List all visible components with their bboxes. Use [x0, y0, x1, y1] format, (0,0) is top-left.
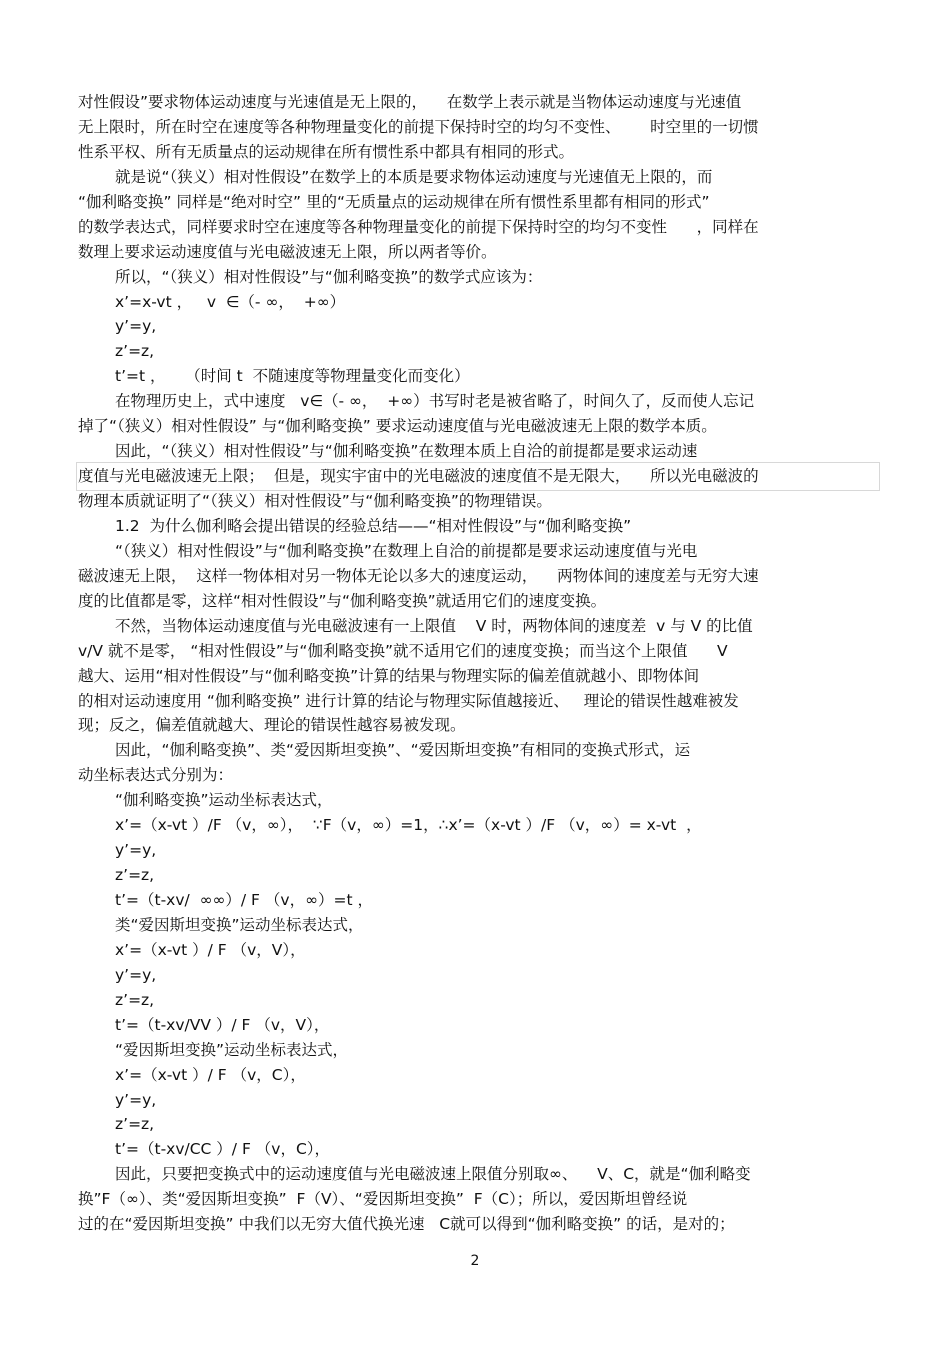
page-number: 2: [470, 1253, 480, 1269]
text-line: t’=（t-xv/CC ）/ F （v，C），: [115, 1140, 331, 1159]
text-line: 过的在“爱因斯坦变换” 中我们以无穷大值代换光速 C就可以得到“伽利略变换” 的话，是对的；: [78, 1215, 735, 1234]
text-line: 度值与光电磁波速无上限； 但是，现实宇宙中的光电磁波的速度值不是无限大， 所以光电磁波的: [78, 464, 878, 489]
text-line: 换”F（∞）、类“爱因斯坦变换” F（V）、“爱因斯坦变换” F（C）；所以，爱因斯坦曾经说: [78, 1190, 688, 1209]
text-line: t’=（t-xv/VV ）/ F （v，V），: [115, 1015, 330, 1034]
text-line: x’=（x-vt ）/ F （v，C），: [115, 1065, 306, 1084]
text-line: 就是说“（狭义）相对性假设”在数学上的本质是要求物体运动速度与光速值无上限的，而: [115, 167, 713, 186]
text-line: 类“爱因斯坦变换”运动坐标表达式，: [115, 915, 364, 934]
text-line: 在物理历史上，式中速度 v∈（- ∞， +∞）书写时老是被省略了，时间久了，反而使人忘记: [115, 392, 755, 411]
text-line: 因此，“伽利略变换”、类“爱因斯坦变换”、“爱因斯坦变换”有相同的变换式形式，运: [115, 741, 691, 760]
text-line: 性系平权、所有无质量点的运动规律在所有惯性系中都具有相同的形式。: [78, 142, 575, 161]
text-line: 对性假设”要求物体运动速度与光速值是无上限的， 在数学上表示就是当物体运动速度与光速值: [78, 93, 742, 111]
text-line: t’=t ， （时间 t 不随速度等物理量变化而变化）: [115, 367, 470, 386]
text-line: v/V 就不是零， “相对性假设”与“伽利略变换”就不适用它们的速度变换；而当这个上限值 V: [78, 641, 728, 660]
text-line: 的数学表达式，同样要求时空在速度等各种物理量变化的前提下保持时空的均匀不变性 ，同样在: [78, 217, 759, 236]
text-line: “伽利略变换” 同样是“绝对时空” 里的“无质量点的运动规律在所有惯性系里都有相同的形式”: [78, 192, 710, 211]
text-line: x’=（x-vt ）/F （v，∞）， ∵F（v，∞）=1，∴x’=（x-vt ）/F （v，∞）= x-vt ，: [115, 816, 702, 835]
text-line: y’=y,: [115, 965, 157, 984]
text-line: z’=z,: [115, 866, 155, 885]
text-line: 的相对运动速度用 “伽利略变换” 进行计算的结论与物理实际值越接近、 理论的错误性越难被发: [78, 691, 739, 710]
text-line: 掉了“（狭义）相对性假设” 与“伽利略变换” 要求运动速度值与光电磁波速无上限的数学本质。: [78, 417, 717, 436]
text-line: x’=（x-vt ）/ F （v，V），: [115, 940, 306, 959]
text-line: 越大、运用“相对性假设”与“伽利略变换”计算的结果与物理实际的偏差值就越小、即物体间: [78, 666, 700, 685]
text-line: 因此，只要把变换式中的运动速度值与光电磁波速上限值分别取∞、 V、C，就是“伽利略变: [115, 1165, 751, 1184]
document-body: [78, 90, 878, 1237]
text-line: z’=z,: [115, 342, 155, 361]
text-line: x’=x-vt ， v ∈（- ∞， +∞）: [115, 292, 346, 311]
text-line: y’=y,: [115, 317, 157, 336]
text-line: z’=z,: [115, 990, 155, 1009]
text-line: 不然，当物体运动速度值与光电磁波速有一上限值 V 时，两物体间的速度差 v 与 V 的比值: [115, 616, 753, 635]
text-line: “爱因斯坦变换”运动坐标表达式，: [115, 1040, 349, 1059]
text-line: 所以，“（狭义）相对性假设”与“伽利略变换”的数学式应该为：: [115, 267, 543, 286]
text-line: 物理本质就证明了“（狭义）相对性假设”与“伽利略变换”的物理错误。: [78, 492, 552, 510]
text-line: z’=z,: [115, 1115, 155, 1134]
text-line: 度的比值都是零，这样“相对性假设”与“伽利略变换”就适用它们的速度变换。: [78, 591, 607, 610]
text-line: 因此，“（狭义）相对性假设”与“伽利略变换”在数理本质上自洽的前提都是要求运动速: [115, 442, 698, 461]
text-line: “（狭义）相对性假设”与“伽利略变换”在数理上自洽的前提都是要求运动速度值与光电: [115, 541, 698, 560]
text-line: 1.2 为什么伽利略会提出错误的经验总结——“相对性假设”与“伽利略变换”: [115, 516, 632, 535]
text-line: “伽利略变换”运动坐标表达式，: [115, 791, 333, 810]
text-line: 数理上要求运动速度值与光电磁波速无上限，所以两者等价。: [78, 242, 497, 261]
text-line: 磁波速无上限， 这样一物体相对另一物体无论以多大的速度运动， 两物体间的速度差与无穷大速: [78, 566, 759, 585]
text-line: y’=y,: [115, 841, 157, 860]
text-line: 无上限时，所在时空在速度等各种物理量变化的前提下保持时空的均匀不变性、 时空里的一切惯: [78, 117, 759, 136]
text-line: t’=（t-xv/ ∞∞）/ F （v，∞）=t ，: [115, 891, 373, 909]
text-line: 动坐标表达式分别为：: [78, 766, 234, 785]
text-line: y’=y,: [115, 1090, 157, 1109]
text-line: 现；反之，偏差值就越大、理论的错误性越容易被发现。: [78, 716, 466, 735]
